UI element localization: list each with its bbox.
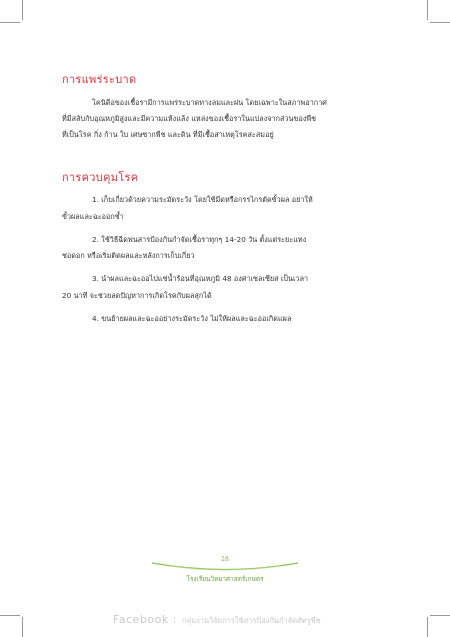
facebook-label: Facebook : [113, 613, 177, 626]
crop-mark-top-right-v [427, 0, 428, 20]
control-item-1-line-1: 1. เก็บเกี่ยวด้วยความระมัดระวัง โดยใช้มีดหรือกรรไกรตัดขั้วผล อย่าให้ [92, 195, 313, 204]
crop-mark-top-left-v [22, 0, 23, 20]
control-heading: การควบคุมโรค [62, 171, 139, 184]
facebook-watermark [113, 608, 321, 627]
crop-mark-bottom-left-v [22, 617, 23, 637]
facebook-group-name: กลุ่มงานวิจัยการใช้สารป้องกันกำจัดศัตรูพืช [181, 616, 321, 625]
crop-mark-bottom-left-h [0, 615, 20, 616]
control-item-3-line-1: 3. นำผลและฉะออไปแช่น้ำร้อนที่อุณหภูมิ 48 องศาเซลเซียส เป็นเวลา [92, 274, 309, 283]
crop-mark-bottom-right-h [430, 615, 450, 616]
control-item-3-line-2: 20 นาที จะช่วยลดปัญหาการเกิดโรคกับผลสุกได้ [62, 291, 212, 300]
crop-mark-top-right-h [430, 22, 450, 23]
footer-organization: โรงเรียนวิทยาศาสตร์เกษตร [186, 575, 264, 583]
control-item-2-line-1: 2. ใช้วิธีฉีดพ่นสารป้องกันกำจัดเชื้อราทุกๆ 14-20 วัน ตั้งแต่ระยะแทง [92, 235, 307, 244]
spread-line-2: ที่มีสลับกับอุณหภูมิสูงและมีความแห้งแล้ง แหล่งของเชื้อราในแปลงจากส่วนของพืช [62, 114, 317, 123]
control-item-4-line-1: 4. ขนย้ายผลและฉะออย่างระมัดระวัง ไม่ให้ผลและฉะออเกิดแผล [92, 314, 292, 323]
control-item-1-line-2: ขั้วผลและฉะออกช้ำ [62, 212, 124, 221]
crop-mark-top-left-h [0, 22, 20, 23]
footer-swoosh-icon [150, 560, 300, 574]
spread-line-3: ที่เป็นโรค กิ่ง ก้าน ใบ เศษซากพืช และดิน ที่มีเชื้อสาเหตุโรคสะสมอยู่ [62, 130, 274, 139]
spread-line-1: โคนิดีอของเชื้อรามีการแพร่ระบาดทางลมและฝน โดยเฉพาะในสภาพอากาศ [92, 98, 327, 107]
spread-heading: การแพร่ระบาด [62, 73, 137, 86]
control-item-2-line-2: ช่อดอก หรือเริ่มติดผลและหลังการเก็บเกี่ยว [62, 251, 195, 260]
page-number: 28 [221, 556, 229, 563]
crop-mark-bottom-right-v [427, 617, 428, 637]
